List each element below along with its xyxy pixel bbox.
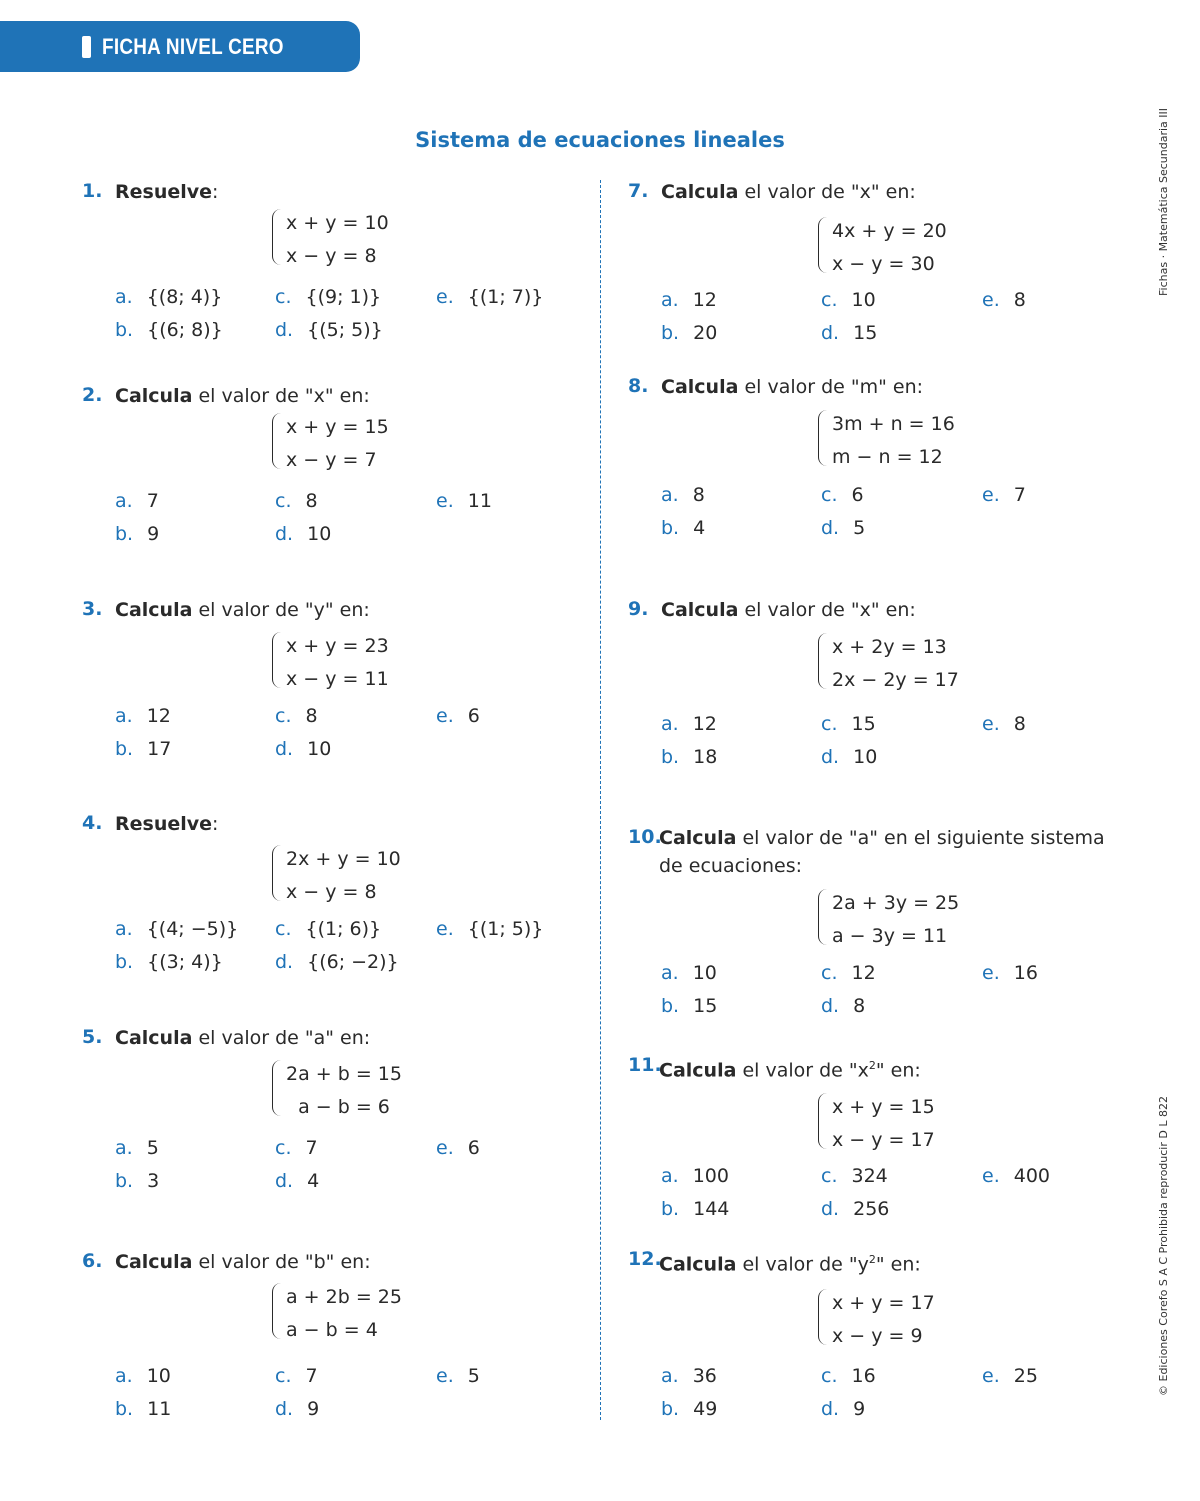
question-text [115,1248,595,1276]
option-value: 11 [467,490,492,512]
question-number: 5. [82,1026,103,1048]
question-rest-end: " en: [875,1059,921,1082]
equation-2: a − b = 4 [286,1319,378,1341]
option-a[interactable] [115,705,171,727]
equation-2: x − y = 30 [832,253,935,275]
equation-2: x − y = 8 [286,881,377,903]
option-value: {(1; 7)} [467,286,544,308]
question-verb: Calcula [115,1251,193,1273]
option-label: e. [982,289,1000,311]
option-label: c. [821,962,838,984]
option-a[interactable] [661,962,717,984]
question-number: 1. [82,180,103,202]
option-c[interactable] [821,1165,888,1187]
option-value: {(6; 8)} [147,319,223,341]
question-text [659,1246,1139,1278]
equation-2: 2x − 2y = 17 [832,669,959,691]
option-label: d. [275,1398,294,1420]
equation-1: a + 2b = 25 [286,1286,402,1308]
question-number: 6. [82,1250,103,1272]
question-verb: Calcula [661,599,739,621]
equation-1: x + y = 15 [832,1096,935,1118]
question-text [661,178,1141,206]
option-e[interactable] [982,289,1026,311]
question-rest: : [212,813,219,835]
option-label: d. [821,322,840,344]
option-label: b. [661,746,680,768]
question-text [115,810,595,838]
option-value: 9 [147,523,160,545]
option-label: a. [115,705,133,727]
option-b[interactable] [661,517,705,539]
option-label: a. [115,490,133,512]
brace-icon [818,1093,827,1149]
option-value: 10 [146,1365,171,1387]
option-b[interactable] [115,738,171,760]
option-value: 324 [851,1165,888,1187]
option-label: d. [275,1170,294,1192]
option-d[interactable] [821,517,865,539]
option-label: c. [275,705,292,727]
option-label: d. [821,995,840,1017]
option-a[interactable] [661,484,705,506]
option-value: 8 [1013,289,1026,311]
option-b[interactable] [115,319,223,341]
option-value: 5 [853,517,866,539]
option-d[interactable] [821,1198,889,1220]
brace-icon [272,1060,281,1116]
option-label: c. [821,1165,838,1187]
option-b[interactable] [661,322,717,344]
option-e[interactable] [436,1365,480,1387]
option-b[interactable] [661,1398,717,1420]
option-value: 25 [1013,1365,1038,1387]
equation-2: x − y = 17 [832,1129,935,1151]
question-verb: Calcula [661,376,739,398]
question-text [115,596,595,624]
option-label: d. [275,319,294,341]
question-number: 8. [628,375,649,397]
option-value: 11 [147,1398,172,1420]
option-value: 5 [146,1137,159,1159]
option-value: 144 [693,1198,730,1220]
option-value: 6 [851,484,864,506]
option-value: 6 [467,1137,480,1159]
option-c[interactable] [275,1365,318,1387]
page-title: Sistema de ecuaciones lineales [415,128,785,152]
tab-label: FICHA NIVEL CERO [102,33,284,59]
option-d[interactable] [821,746,877,768]
option-value: 3 [147,1170,160,1192]
option-value: 16 [851,1365,876,1387]
question-rest: el valor de "x [736,1059,869,1082]
option-label: d. [275,523,294,545]
option-label: a. [115,286,133,308]
option-label: c. [821,1365,838,1387]
question-rest: el valor de "x" en: [738,181,916,203]
option-label: a. [661,1365,679,1387]
option-value: 256 [853,1198,890,1220]
option-value: 8 [692,484,705,506]
question-verb: Calcula [115,385,193,407]
option-label: e. [982,1165,1000,1187]
option-d[interactable] [821,995,865,1017]
question-verb: Calcula [659,1253,737,1276]
brace-icon [272,209,281,265]
option-value: 20 [693,322,718,344]
question-rest: el valor de "b" en: [192,1251,371,1273]
option-e[interactable] [982,962,1038,984]
question-rest: el valor de "y [736,1253,869,1276]
equation-1: x + y = 10 [286,212,389,234]
equation-1: x + y = 17 [832,1292,935,1314]
option-c[interactable] [275,1137,318,1159]
brace-icon [818,217,827,273]
option-e[interactable] [436,490,492,512]
option-label: a. [661,289,679,311]
option-a[interactable] [115,286,222,308]
option-value: 7 [1013,484,1026,506]
option-value: 8 [305,705,318,727]
question-number: 2. [82,384,103,406]
option-value: 9 [853,1398,866,1420]
brace-icon [818,410,827,466]
option-a[interactable] [661,1365,717,1387]
option-d[interactable] [275,1170,319,1192]
equation-2: a − 3y = 11 [832,925,948,947]
question-rest: : [212,181,219,203]
option-d[interactable] [275,951,399,973]
column-divider [600,180,601,1420]
option-a[interactable] [115,1137,159,1159]
equation-1: 3m + n = 16 [832,413,955,435]
question-rest: el valor de "a" en el siguiente sistema de ecuaciones: [659,827,1105,877]
option-label: b. [661,995,680,1017]
option-b[interactable] [115,1398,171,1420]
brace-icon [818,1289,827,1345]
option-value: 8 [305,490,318,512]
option-b[interactable] [115,1170,159,1192]
question-rest: el valor de "m" en: [738,376,924,398]
option-label: c. [821,484,838,506]
option-e[interactable] [436,286,543,308]
option-value: 36 [692,1365,717,1387]
option-value: 10 [851,289,876,311]
question-rest-end: " en: [875,1253,921,1276]
option-label: c. [275,918,292,940]
option-label: b. [115,951,134,973]
option-a[interactable] [661,289,717,311]
equation-1: 2a + 3y = 25 [832,892,960,914]
option-value: 7 [305,1137,318,1159]
question-rest: el valor de "y" en: [192,599,370,621]
option-d[interactable] [275,523,331,545]
option-d[interactable] [275,1398,319,1420]
option-e[interactable] [982,484,1026,506]
option-label: e. [436,286,454,308]
sidebar-top-text: Fichas · Matemática Secundaria III [1157,108,1170,296]
question-text [115,178,595,206]
option-value: 15 [693,995,718,1017]
option-e[interactable] [982,713,1026,735]
question-number: 12. [628,1248,662,1270]
option-a[interactable] [661,1165,729,1187]
option-value: 7 [146,490,159,512]
question-rest: el valor de "x" en: [192,385,370,407]
question-text [659,1052,1139,1084]
option-c[interactable] [821,1365,876,1387]
question-verb: Resuelve [115,813,213,835]
option-d[interactable] [821,1398,865,1420]
option-c[interactable] [275,918,381,940]
sidebar-bottom-text: © Ediciones Corefo S A C Prohibida reproducir D L 822 [1157,1096,1170,1396]
question-number: 10. [628,826,662,848]
option-label: b. [661,517,680,539]
question-number: 9. [628,598,649,620]
option-label: d. [275,738,294,760]
option-a[interactable] [661,713,717,735]
brace-icon [272,1283,281,1339]
option-value: 12 [692,713,717,735]
option-b[interactable] [661,746,717,768]
option-label: d. [821,517,840,539]
option-label: c. [275,1365,292,1387]
option-label: e. [982,484,1000,506]
option-label: e. [982,1365,1000,1387]
equation-1: x + y = 23 [286,635,389,657]
equation-2: a − b = 6 [286,1096,390,1118]
option-value: 8 [853,995,866,1017]
option-label: a. [661,962,679,984]
option-value: 8 [1013,713,1026,735]
equation-1: x + 2y = 13 [832,636,947,658]
question-text [659,824,1121,880]
option-c[interactable] [821,962,876,984]
option-label: d. [821,1198,840,1220]
option-c[interactable] [821,289,876,311]
option-value: {(4; −5)} [146,918,239,940]
option-e[interactable] [436,705,480,727]
question-verb: Calcula [659,827,737,849]
option-c[interactable] [821,713,876,735]
option-label: d. [275,951,294,973]
brace-icon [818,633,827,689]
equation-2: x − y = 7 [286,449,377,471]
option-value: 18 [693,746,718,768]
question-verb: Calcula [115,1027,193,1049]
option-label: b. [115,1398,134,1420]
option-label: e. [436,918,454,940]
option-label: e. [436,1365,454,1387]
option-value: 12 [692,289,717,311]
option-label: a. [115,1365,133,1387]
option-value: {(1; 5)} [467,918,544,940]
equation-2: m − n = 12 [832,446,943,468]
option-e[interactable] [982,1165,1050,1187]
option-label: c. [821,289,838,311]
option-label: e. [982,713,1000,735]
option-d[interactable] [275,738,331,760]
option-value: 6 [467,705,480,727]
question-text [115,1024,595,1052]
option-c[interactable] [275,286,381,308]
question-verb: Calcula [115,599,193,621]
option-value: {(3; 4)} [147,951,223,973]
option-value: 10 [307,523,332,545]
option-a[interactable] [115,490,159,512]
option-value: 15 [853,322,878,344]
equation-1: 2x + y = 10 [286,848,401,870]
option-value: 4 [693,517,706,539]
option-b[interactable] [115,951,223,973]
option-label: a. [115,1137,133,1159]
option-e[interactable] [982,1365,1038,1387]
option-value: 17 [147,738,172,760]
option-c[interactable] [275,705,318,727]
question-rest: el valor de "x" en: [738,599,916,621]
option-value: {(5; 5)} [307,319,383,341]
option-value: 15 [851,713,876,735]
equation-1: 2a + b = 15 [286,1063,402,1085]
brace-icon [272,632,281,688]
option-label: c. [275,1137,292,1159]
option-label: b. [661,1398,680,1420]
option-label: d. [821,1398,840,1420]
question-text [115,382,595,410]
option-value: 10 [853,746,878,768]
brace-icon [818,889,827,945]
option-value: {(9; 1)} [305,286,382,308]
brace-icon [272,845,281,901]
option-e[interactable] [436,1137,480,1159]
question-number: 7. [628,180,649,202]
option-a[interactable] [115,1365,171,1387]
equation-1: 4x + y = 20 [832,220,947,242]
option-label: b. [661,1198,680,1220]
option-value: 9 [307,1398,320,1420]
option-label: c. [275,490,292,512]
option-c[interactable] [821,484,864,506]
tab-marker [82,36,91,58]
question-rest: el valor de "a" en: [192,1027,371,1049]
option-b[interactable] [661,995,717,1017]
question-verb: Calcula [661,181,739,203]
option-label: a. [115,918,133,940]
question-verb: Calcula [659,1059,737,1082]
option-value: 5 [467,1365,480,1387]
option-label: c. [821,713,838,735]
option-value: 400 [1013,1165,1050,1187]
option-label: a. [661,1165,679,1187]
option-d[interactable] [275,319,383,341]
option-value: 100 [692,1165,729,1187]
option-label: c. [275,286,292,308]
equation-2: x − y = 8 [286,245,377,267]
option-value: 10 [692,962,717,984]
option-label: e. [982,962,1000,984]
option-a[interactable] [115,918,238,940]
question-text [661,596,1141,624]
option-value: 12 [851,962,876,984]
option-value: {(6; −2)} [307,951,399,973]
option-label: b. [115,319,134,341]
brace-icon [272,413,281,469]
option-label: e. [436,490,454,512]
exponent: 2 [868,1253,876,1266]
option-value: 49 [693,1398,718,1420]
question-number: 11. [628,1054,662,1076]
option-value: {(1; 6)} [305,918,382,940]
option-d[interactable] [821,322,877,344]
option-label: b. [115,738,134,760]
option-label: a. [661,713,679,735]
option-b[interactable] [115,523,159,545]
option-label: e. [436,705,454,727]
option-e[interactable] [436,918,543,940]
question-verb: Resuelve [115,181,213,203]
option-label: b. [115,1170,134,1192]
option-value: 16 [1013,962,1038,984]
option-value: 12 [146,705,171,727]
option-value: {(8; 4)} [146,286,223,308]
question-number: 4. [82,812,103,834]
option-value: 10 [307,738,332,760]
equation-1: x + y = 15 [286,416,389,438]
option-value: 4 [307,1170,320,1192]
question-text [661,373,1141,401]
question-number: 3. [82,598,103,620]
exponent: 2 [868,1059,876,1072]
option-label: b. [661,322,680,344]
option-label: e. [436,1137,454,1159]
option-label: d. [821,746,840,768]
option-b[interactable] [661,1198,729,1220]
equation-2: x − y = 11 [286,668,389,690]
option-label: a. [661,484,679,506]
header-tab [0,21,360,72]
option-c[interactable] [275,490,318,512]
option-label: b. [115,523,134,545]
equation-2: x − y = 9 [832,1325,923,1347]
option-value: 7 [305,1365,318,1387]
